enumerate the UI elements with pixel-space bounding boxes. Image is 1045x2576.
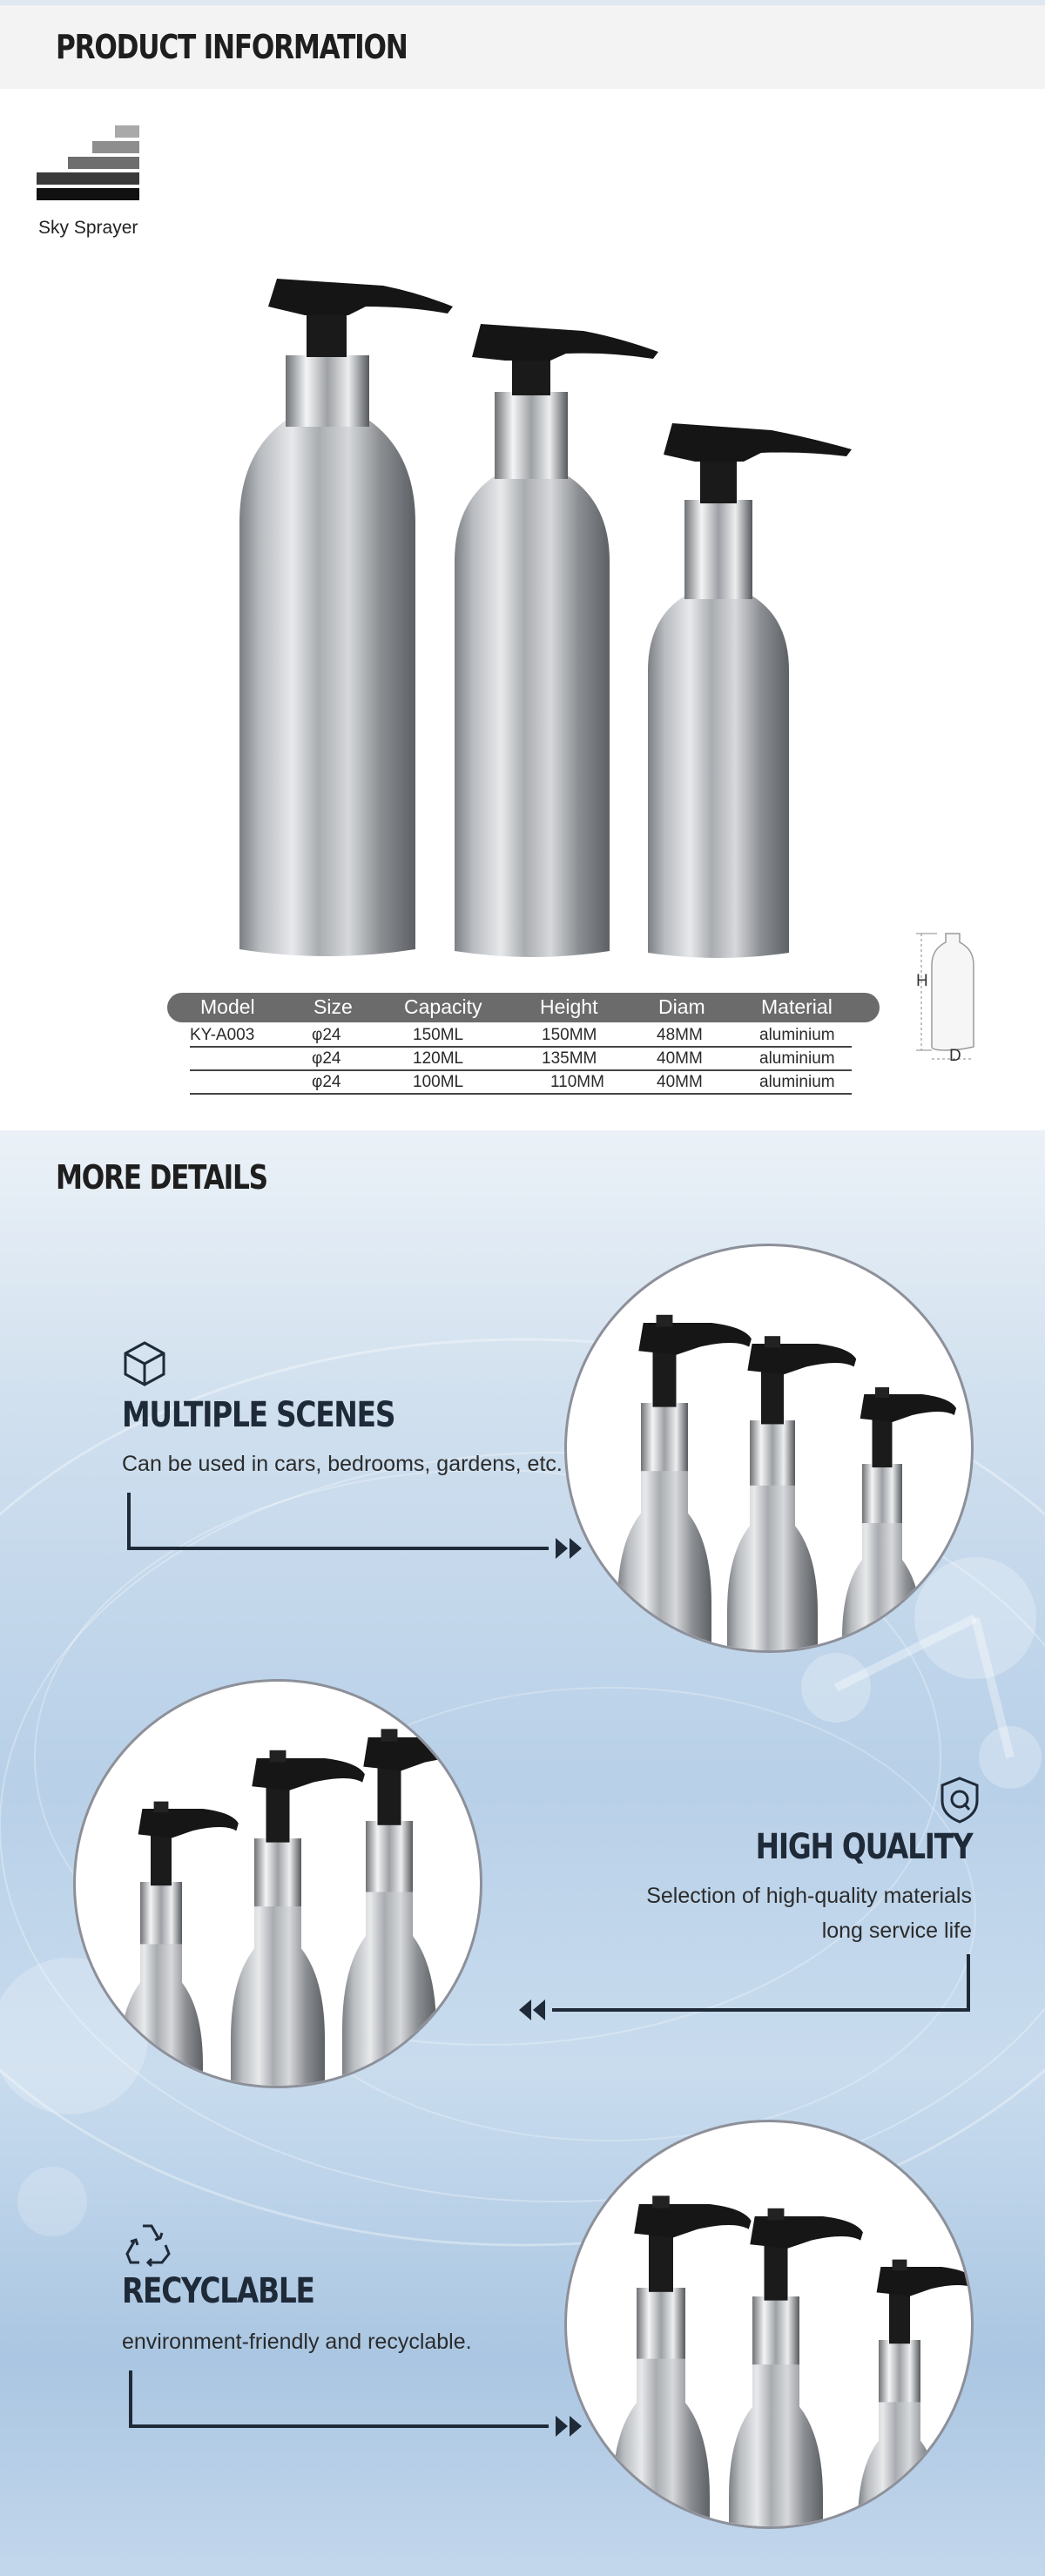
cell-height: 135MM <box>542 1049 597 1068</box>
cell-size: φ24 <box>312 1049 341 1068</box>
table-row <box>190 1071 852 1095</box>
header-capacity: Capacity <box>404 995 482 1018</box>
header-model: Model <box>200 995 255 1018</box>
product-information-header <box>0 5 1045 89</box>
feature-photo-recyclable <box>564 2120 974 2529</box>
cell-material: aluminium <box>759 1049 835 1068</box>
recycle-icon <box>122 2219 174 2268</box>
bottle-150ml-image <box>239 279 453 956</box>
logo-step-1 <box>115 125 139 138</box>
arrow-left-icon <box>505 1949 993 2027</box>
sky-sprayer-logo <box>35 122 148 248</box>
feature-desc-recyclable: environment-friendly and recyclable. <box>122 2330 472 2354</box>
cell-capacity: 150ML <box>413 1026 464 1044</box>
cell-material: aluminium <box>759 1073 835 1091</box>
more-details-section <box>0 1130 1045 2576</box>
bottle-closeup-image <box>76 1682 482 2088</box>
product-information-title: PRODUCT INFORMATION <box>56 28 408 66</box>
bottle-closeup-image <box>567 1246 974 1653</box>
header-height: Height <box>540 995 598 1018</box>
cell-model: KY-A003 <box>190 1026 255 1044</box>
cell-capacity: 100ML <box>413 1073 464 1091</box>
bottle-120ml-image <box>455 324 658 957</box>
feature-desc-multiple-scenes: Can be used in cars, bedrooms, gardens, etc. <box>122 1452 563 1476</box>
bottle-dimension-diagram <box>911 927 998 1066</box>
feature-title-high-quality: HIGH QUALITY <box>755 1827 972 1867</box>
logo-step-5 <box>37 188 139 200</box>
bottle-closeup-image <box>567 2122 974 2529</box>
cell-diam: 40MM <box>657 1049 703 1068</box>
more-details-title: MORE DETAILS <box>56 1158 267 1197</box>
table-row <box>190 1024 852 1048</box>
feature-desc-high-quality-line2: long service life <box>821 1919 972 1943</box>
feature-photo-high-quality <box>73 1679 482 2088</box>
logo-text: Sky Sprayer <box>38 218 138 238</box>
diameter-label: D <box>949 1047 961 1065</box>
feature-title-multiple-scenes: MULTIPLE SCENES <box>122 1395 395 1435</box>
shield-check-icon <box>937 1775 982 1824</box>
cell-size: φ24 <box>312 1026 341 1044</box>
cell-size: φ24 <box>312 1073 341 1091</box>
dimension-bottle-outline-icon <box>911 927 998 1066</box>
spec-table-header <box>167 993 880 1022</box>
header-size: Size <box>314 995 353 1018</box>
cell-height: 110MM <box>550 1073 604 1091</box>
feature-photo-multiple-scenes <box>564 1244 974 1653</box>
cell-height: 150MM <box>542 1026 597 1044</box>
logo-step-4 <box>37 172 139 185</box>
cell-capacity: 120ML <box>413 1049 464 1068</box>
height-label: H <box>916 972 928 990</box>
logo-step-2 <box>92 141 139 153</box>
bottle-100ml-image <box>648 423 852 958</box>
product-photo-three-bottles <box>218 261 871 975</box>
feature-desc-high-quality-line1: Selection of high-quality materials <box>646 1884 972 1908</box>
cell-material: aluminium <box>759 1026 835 1044</box>
header-diam: Diam <box>658 995 705 1018</box>
cell-diam: 48MM <box>657 1026 703 1044</box>
cell-diam: 40MM <box>657 1073 703 1091</box>
table-row <box>190 1048 852 1071</box>
header-material: Material <box>761 995 833 1018</box>
cube-icon <box>122 1339 167 1388</box>
logo-step-3 <box>68 157 139 169</box>
feature-title-recyclable: RECYCLABLE <box>122 2271 314 2311</box>
